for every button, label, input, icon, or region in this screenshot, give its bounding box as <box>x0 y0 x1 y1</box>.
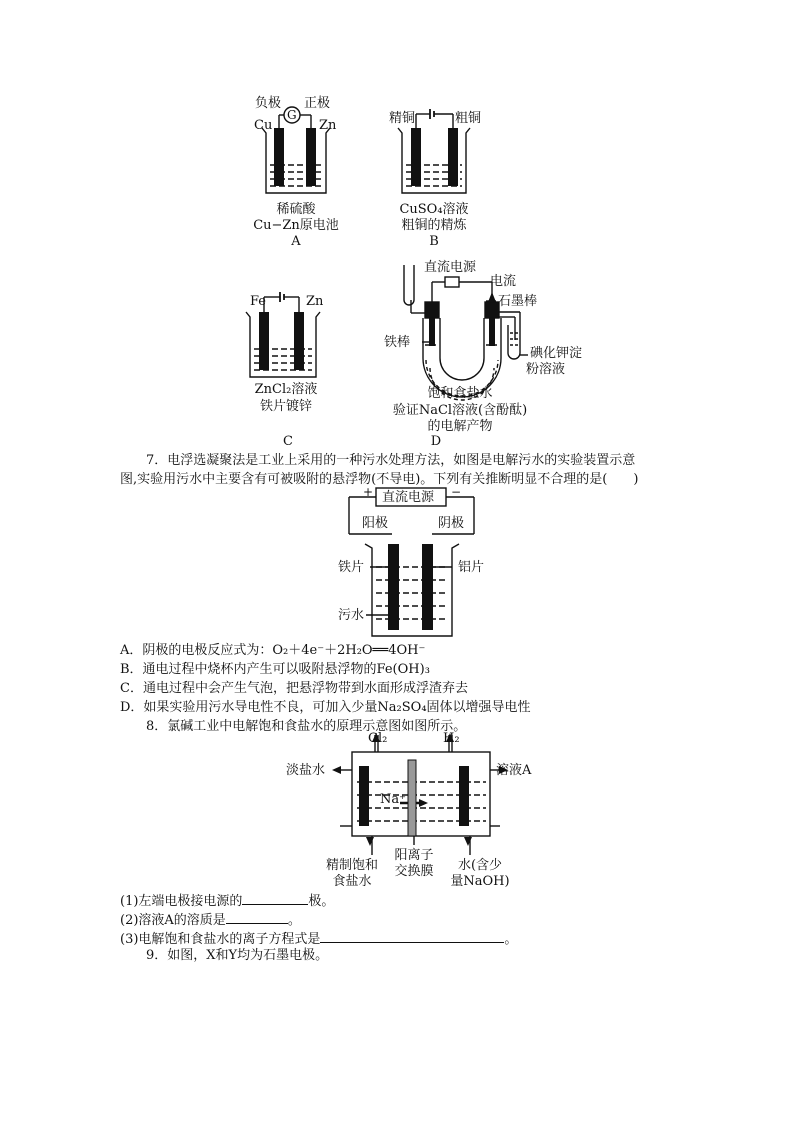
question-8-stem <box>120 717 690 736</box>
figure-a-right-electrode-label: Zn <box>319 118 337 133</box>
figure-d-ki-label-2: 粉溶液 <box>526 362 566 377</box>
q8-water-label-1: 水(含少 <box>457 858 503 873</box>
figure-d-caption-1: 验证NaCl溶液(含酚酞) <box>392 403 528 418</box>
question-7-line-1: 7．电浮选凝聚法是工业上采用的一种污水处理方法，如图是电解污水的实验装置示意 <box>146 453 636 468</box>
question-8-sub-3-end: 。 <box>504 932 518 947</box>
question-8-subquestions <box>120 892 690 949</box>
figure-c-left-electrode-label: Fe <box>250 294 267 309</box>
q8-water-label-2: 量NaOH) <box>450 874 510 889</box>
figure-a-positive-label: 正极 <box>304 96 331 111</box>
q7-power-label: 直流电源 <box>382 490 435 505</box>
answer-blank-2[interactable] <box>226 911 288 924</box>
question-8-sub-1 <box>120 892 690 911</box>
electrode-b-right <box>448 128 458 186</box>
electrode-q7-left <box>388 544 399 630</box>
question-8-line-1: 8．氯碱工业中电解饱和食盐水的原理示意图如图所示。 <box>146 719 467 734</box>
figure-d-graphite-label: 石墨棒 <box>498 294 538 309</box>
electrode-a-left <box>274 128 284 186</box>
question-7-option-b: B．通电过程中烧杯内产生可以吸附悬浮物的Fe(OH)₃ <box>120 662 430 677</box>
q8-feed-label-2: 食盐水 <box>332 874 372 889</box>
question-8-sub-1-text: (1)左端电极接电源的 <box>120 894 243 909</box>
q8-solution-a-label: 溶液A <box>496 763 532 778</box>
figure-q7-drawing <box>349 488 474 636</box>
figure-d-letter: D <box>430 434 442 449</box>
question-8-sub-2-end: 。 <box>287 913 301 928</box>
electrode-d-left <box>429 318 435 346</box>
q8-h2-label: H₂ <box>443 731 460 746</box>
figure-b-left-electrode-label: 精铜 <box>389 111 416 126</box>
q7-anode-label: 阳极 <box>362 516 389 531</box>
q8-membrane-label-2: 交换膜 <box>394 864 434 879</box>
q8-dilute-brine-label: 淡盐水 <box>286 763 326 778</box>
question-7-line-2: 图,实验用污水中主要含有可被吸附的悬浮物(不导电)。下列有关推断明显不合理的是( ) <box>120 472 639 487</box>
figure-a-caption: Cu−Zn原电池 <box>253 218 339 233</box>
figure-a-left-electrode-label: Cu <box>254 118 273 133</box>
figure-a-letter: A <box>291 234 301 249</box>
question-8-sub-3-text: (3)电解饱和食盐水的离子方程式是 <box>120 932 321 947</box>
figure-d-solution: 饱和食盐水 <box>427 386 493 401</box>
question-8-sub-2-text: (2)溶液A的溶质是 <box>120 913 226 928</box>
figure-b-caption: 粗铜的精炼 <box>401 218 467 233</box>
electrode-q8-left <box>359 766 369 826</box>
question-9-stem <box>120 946 690 965</box>
answer-blank-3[interactable] <box>320 930 504 943</box>
electrode-d-right <box>489 318 495 346</box>
figure-d-current-label: 电流 <box>490 274 517 289</box>
question-7-option-a: A．阴极的电极反应式为：O₂＋4e⁻＋2H₂O══4OH⁻ <box>120 643 426 658</box>
figure-c-right-electrode-label: Zn <box>306 294 324 309</box>
figure-c-letter: C <box>283 434 293 449</box>
q8-cl2-label: Cl₂ <box>368 731 388 746</box>
answer-blank-1[interactable] <box>242 892 308 905</box>
electrode-c-right <box>294 312 304 370</box>
electrode-b-left <box>411 128 421 186</box>
question-8-sub-1-end: 极。 <box>308 894 335 909</box>
q7-plus-label: + <box>363 485 374 499</box>
question-7-options <box>120 641 690 717</box>
figure-c-caption: 铁片镀锌 <box>259 399 312 414</box>
q8-membrane-label-1: 阳离子 <box>394 848 434 863</box>
figure-d-ki-label-1: 碘化钾淀 <box>530 346 583 361</box>
q7-cathode-label: 阴极 <box>438 516 465 531</box>
figure-b-letter: B <box>429 234 439 249</box>
q8-sodium-ion-label: Na⁺ <box>380 792 406 807</box>
electrode-a-right <box>306 128 316 186</box>
galvanometer-icon: G <box>287 108 297 122</box>
q8-feed-label-1: 精制饱和 <box>325 858 378 873</box>
question-7-option-d: D．如果实验用污水导电性不良，可加入少量Na₂SO₄固体以增强导电性 <box>120 700 531 715</box>
question-7-option-c: C．通电过程中会产生气泡，把悬浮物带到水面形成浮渣弃去 <box>120 681 468 696</box>
electrode-q7-right <box>422 544 433 630</box>
figure-d-caption-2: 的电解产物 <box>427 419 493 434</box>
q7-water-label: 污水 <box>338 608 365 623</box>
figure-c-solution: ZnCl₂溶液 <box>254 382 318 397</box>
q7-minus-label: − <box>451 485 462 499</box>
figure-d-iron-label: 铁棒 <box>384 335 411 350</box>
q7-iron-label: 铁片 <box>338 560 365 575</box>
figure-d-power-label: 直流电源 <box>424 260 477 275</box>
question-9-line-1: 9．如图，X和Y均为石墨电极。 <box>146 948 329 963</box>
figure-b-right-electrode-label: 粗铜 <box>455 111 482 126</box>
figure-a-negative-label: 负极 <box>255 96 282 111</box>
electrode-q8-right <box>459 766 469 826</box>
ion-exchange-membrane <box>408 760 416 836</box>
figure-b-solution: CuSO₄溶液 <box>399 202 469 217</box>
question-8-sub-2 <box>120 911 690 930</box>
question-7-stem <box>120 451 690 489</box>
electrode-c-left <box>259 312 269 370</box>
q7-aluminum-label: 铝片 <box>458 560 485 575</box>
figure-a-solution: 稀硫酸 <box>276 202 316 217</box>
